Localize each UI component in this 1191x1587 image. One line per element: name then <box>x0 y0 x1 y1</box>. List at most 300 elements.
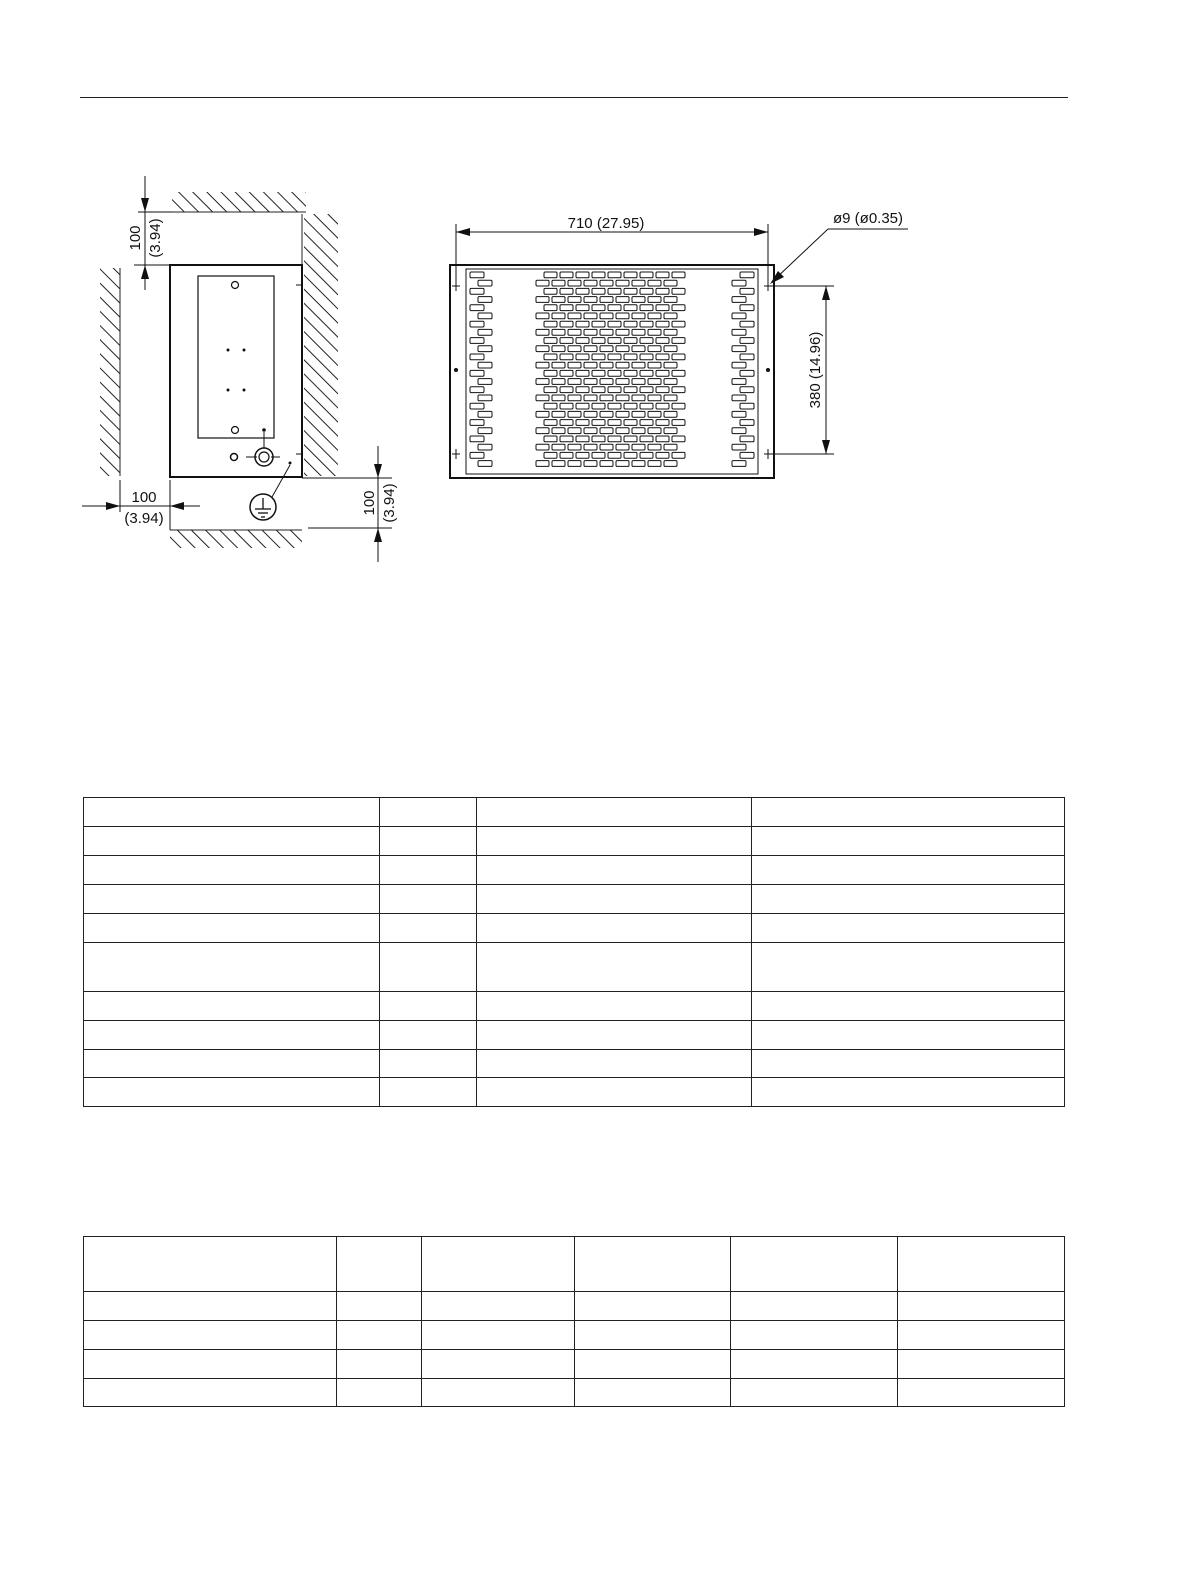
vent-slot <box>672 321 685 327</box>
vent-slot <box>608 305 621 311</box>
vent-slot <box>640 403 653 409</box>
vent-slot <box>576 403 589 409</box>
vent-slot <box>584 461 597 467</box>
vent-slot <box>470 403 484 409</box>
vent-slot <box>478 395 492 401</box>
vent-slot <box>632 362 645 368</box>
vent-slot <box>732 395 746 401</box>
vent-slot <box>478 428 492 434</box>
vent-slot <box>470 436 484 442</box>
vent-slot <box>552 346 565 352</box>
vent-slot <box>648 428 661 434</box>
bottom-clearance-inch: (3.94) <box>381 483 398 523</box>
vent-slot <box>536 379 549 385</box>
vent-slot <box>584 280 597 286</box>
vent-slot <box>478 313 492 319</box>
vent-slot <box>568 428 581 434</box>
vent-slot <box>560 305 573 311</box>
vent-slot <box>576 288 589 294</box>
vent-slot <box>740 370 754 376</box>
vent-slot <box>560 420 573 426</box>
vent-slot <box>640 452 653 458</box>
vent-slot <box>656 420 669 426</box>
vent-slot <box>648 461 661 467</box>
vent-slot <box>576 420 589 426</box>
table-row <box>84 1237 1065 1292</box>
vent-slot <box>592 321 605 327</box>
vent-slot <box>560 272 573 278</box>
vent-slot <box>584 346 597 352</box>
vent-slot <box>648 395 661 401</box>
vent-slot <box>478 362 492 368</box>
vent-slot <box>632 379 645 385</box>
vent-slot <box>568 329 581 335</box>
vent-slot <box>656 338 669 344</box>
table-row <box>84 914 1065 943</box>
wall-left-hatch <box>100 268 120 476</box>
left-clearance-mm: 100 <box>131 489 157 506</box>
table-row <box>84 827 1065 856</box>
vent-slot <box>584 411 597 417</box>
vent-slot <box>478 444 492 450</box>
vent-slot <box>616 428 629 434</box>
vent-slot <box>740 436 754 442</box>
vent-slot <box>740 321 754 327</box>
vent-slot <box>536 329 549 335</box>
vent-slot <box>470 420 484 426</box>
vent-slot <box>624 436 637 442</box>
vent-slot <box>600 428 613 434</box>
vent-slot <box>478 379 492 385</box>
vent-slot <box>624 452 637 458</box>
vent-slot <box>624 305 637 311</box>
vent-slot <box>664 313 677 319</box>
vent-slot <box>608 354 621 360</box>
vent-slot <box>672 436 685 442</box>
vent-slot <box>536 297 549 303</box>
table-row <box>84 798 1065 827</box>
vent-slot <box>576 387 589 393</box>
table-row <box>84 1292 1065 1321</box>
vent-slot <box>536 444 549 450</box>
mounting-hole <box>766 368 770 372</box>
vent-slot <box>536 428 549 434</box>
vent-slot <box>616 362 629 368</box>
vent-slot <box>584 329 597 335</box>
vent-slot <box>608 387 621 393</box>
vent-slot <box>664 395 677 401</box>
vent-slot <box>544 452 557 458</box>
vent-slot <box>608 338 621 344</box>
vent-slot <box>672 338 685 344</box>
vent-slot <box>576 354 589 360</box>
vent-slot <box>732 313 746 319</box>
vent-slot <box>656 305 669 311</box>
vent-slot <box>552 280 565 286</box>
vent-slot <box>648 313 661 319</box>
vent-slot <box>536 362 549 368</box>
vent-slot <box>592 403 605 409</box>
vent-slot <box>560 338 573 344</box>
vent-slot <box>648 280 661 286</box>
vent-slot <box>592 272 605 278</box>
vent-slot <box>664 428 677 434</box>
vent-slot <box>470 305 484 311</box>
vent-slot <box>656 436 669 442</box>
vent-slot <box>608 452 621 458</box>
vent-slot <box>600 280 613 286</box>
vent-slot <box>672 370 685 376</box>
vent-slot <box>616 444 629 450</box>
vent-slot <box>584 395 597 401</box>
vent-slot <box>616 411 629 417</box>
vent-slot <box>740 354 754 360</box>
table-row <box>84 1078 1065 1107</box>
vent-slot <box>592 452 605 458</box>
vent-slot <box>664 362 677 368</box>
vent-slot <box>552 395 565 401</box>
vent-slot <box>560 370 573 376</box>
vent-slot <box>470 321 484 327</box>
vent-slot <box>632 313 645 319</box>
vent-slot <box>648 379 661 385</box>
top-clearance-mm: 100 <box>127 225 144 251</box>
vent-slot <box>624 321 637 327</box>
vent-slot <box>600 313 613 319</box>
wall-top-hatch <box>172 192 306 212</box>
table-row <box>84 1050 1065 1078</box>
vent-slot <box>608 403 621 409</box>
vent-slot <box>656 370 669 376</box>
vent-slot <box>624 354 637 360</box>
vent-slot <box>568 362 581 368</box>
vent-slot <box>568 346 581 352</box>
vent-slot <box>560 403 573 409</box>
vent-slot <box>592 436 605 442</box>
vent-slot <box>732 379 746 385</box>
vent-slot <box>536 280 549 286</box>
vent-slot <box>544 354 557 360</box>
vent-slot <box>632 329 645 335</box>
vent-slot <box>632 346 645 352</box>
vent-slot <box>568 461 581 467</box>
vent-slot <box>664 461 677 467</box>
hole-dimension: ø9 (ø0.35) <box>832 210 904 227</box>
vent-slot <box>656 387 669 393</box>
vent-slot <box>576 321 589 327</box>
vent-slot <box>544 436 557 442</box>
vent-slot <box>600 444 613 450</box>
vent-slot <box>624 420 637 426</box>
vent-slot <box>732 461 746 467</box>
table-row <box>84 1379 1065 1407</box>
vent-slot <box>664 329 677 335</box>
vent-slot <box>624 387 637 393</box>
vent-slot <box>544 272 557 278</box>
vent-slot <box>632 461 645 467</box>
vent-slot <box>576 338 589 344</box>
vent-slot <box>672 288 685 294</box>
vent-slot <box>544 321 557 327</box>
vent-slot <box>632 297 645 303</box>
vent-slot <box>664 379 677 385</box>
vent-slot <box>592 338 605 344</box>
vent-slot <box>732 411 746 417</box>
vent-slot <box>470 370 484 376</box>
vent-slot <box>656 354 669 360</box>
vent-slot <box>640 272 653 278</box>
vent-slot <box>624 370 637 376</box>
vent-slot <box>672 354 685 360</box>
vent-slot <box>576 436 589 442</box>
vent-slot <box>632 395 645 401</box>
vent-slot <box>624 272 637 278</box>
vent-slot <box>584 379 597 385</box>
left-mounting-view <box>82 176 398 562</box>
table-1 <box>83 797 1065 1107</box>
vent-slot <box>478 411 492 417</box>
vent-slot <box>584 444 597 450</box>
vent-slot <box>600 379 613 385</box>
vent-slot <box>640 387 653 393</box>
vent-slot <box>656 288 669 294</box>
vent-slot <box>672 305 685 311</box>
vent-slot <box>544 420 557 426</box>
vent-slot <box>470 288 484 294</box>
vent-slot <box>648 411 661 417</box>
right-panel-view <box>450 210 908 478</box>
vent-slot <box>584 362 597 368</box>
vent-slot <box>536 461 549 467</box>
vent-slot <box>592 420 605 426</box>
vent-slot <box>656 321 669 327</box>
vent-slot <box>576 272 589 278</box>
vent-slot <box>740 272 754 278</box>
vent-slot <box>732 346 746 352</box>
vent-slot <box>624 338 637 344</box>
height-dimension: 380 (14.96) <box>807 331 824 409</box>
vent-slot <box>576 305 589 311</box>
table-row <box>84 856 1065 885</box>
vent-slot <box>616 346 629 352</box>
vent-slot <box>616 313 629 319</box>
vent-slot <box>478 297 492 303</box>
table-2 <box>83 1236 1065 1407</box>
vent-slot <box>740 288 754 294</box>
vent-slot <box>648 346 661 352</box>
vent-slot <box>568 313 581 319</box>
vent-slot <box>656 452 669 458</box>
vent-slot <box>568 297 581 303</box>
vent-slot <box>592 387 605 393</box>
vent-slot <box>740 305 754 311</box>
vent-slot <box>608 321 621 327</box>
vent-slot <box>616 395 629 401</box>
vent-slot <box>536 346 549 352</box>
table-row <box>84 1321 1065 1350</box>
vent-slot <box>732 444 746 450</box>
vent-slot <box>552 428 565 434</box>
vent-slot <box>672 420 685 426</box>
vent-slot <box>732 329 746 335</box>
vent-slot <box>640 420 653 426</box>
vent-slot <box>640 354 653 360</box>
vent-slot <box>656 272 669 278</box>
vent-slot <box>592 354 605 360</box>
vent-slot <box>656 403 669 409</box>
vent-slot <box>740 403 754 409</box>
vent-slot <box>664 346 677 352</box>
width-dimension: 710 (27.95) <box>567 215 645 232</box>
vent-slot <box>608 370 621 376</box>
vent-slot <box>576 370 589 376</box>
vent-slot <box>552 461 565 467</box>
vent-slot <box>648 329 661 335</box>
table-row <box>84 1021 1065 1050</box>
vent-slot <box>664 280 677 286</box>
vent-slot <box>568 411 581 417</box>
vent-slot <box>616 379 629 385</box>
vent-slot <box>600 395 613 401</box>
vent-slot <box>560 288 573 294</box>
vent-slot <box>672 387 685 393</box>
vent-slot <box>600 411 613 417</box>
vent-slot <box>478 280 492 286</box>
vent-slot <box>648 362 661 368</box>
vent-slot <box>664 444 677 450</box>
vent-slot <box>568 379 581 385</box>
vent-slot <box>732 362 746 368</box>
vent-slot <box>640 305 653 311</box>
vent-slot <box>672 272 685 278</box>
table-row <box>84 943 1065 992</box>
vent-slot <box>616 280 629 286</box>
vent-slot <box>552 297 565 303</box>
table-row <box>84 885 1065 914</box>
vent-slot <box>544 305 557 311</box>
vent-slot <box>584 428 597 434</box>
vent-slot <box>544 288 557 294</box>
vent-slot <box>600 362 613 368</box>
vent-slot <box>478 329 492 335</box>
vent-slot <box>740 387 754 393</box>
wall-right-hatch <box>304 214 338 476</box>
vent-slot <box>552 379 565 385</box>
vent-slot <box>552 329 565 335</box>
vent-slot <box>600 461 613 467</box>
vent-slot <box>544 338 557 344</box>
vent-slot <box>740 338 754 344</box>
vent-slot <box>560 436 573 442</box>
vent-slot <box>560 387 573 393</box>
vent-slot <box>600 297 613 303</box>
vent-slot <box>616 329 629 335</box>
vent-slot <box>640 370 653 376</box>
mounting-hole <box>454 368 458 372</box>
vent-slot <box>536 411 549 417</box>
vent-slot <box>672 403 685 409</box>
vent-slot <box>732 428 746 434</box>
vent-slot <box>470 452 484 458</box>
top-clearance-inch: (3.94) <box>147 218 164 258</box>
vent-slot <box>536 313 549 319</box>
wall-bottom-hatch <box>170 530 302 548</box>
vent-slot <box>616 297 629 303</box>
vent-slot <box>544 370 557 376</box>
vent-slot <box>640 288 653 294</box>
vent-slot <box>608 288 621 294</box>
vent-slot <box>732 280 746 286</box>
vent-slot <box>592 288 605 294</box>
vent-slot <box>608 436 621 442</box>
technical-drawing <box>0 0 1191 600</box>
vent-slot <box>560 321 573 327</box>
vent-slot <box>600 329 613 335</box>
vent-slot <box>648 444 661 450</box>
vent-slot <box>576 452 589 458</box>
vent-slot <box>470 338 484 344</box>
vent-slot <box>632 444 645 450</box>
bottom-clearance-mm: 100 <box>361 490 378 516</box>
vent-slot <box>632 411 645 417</box>
vent-slot <box>536 395 549 401</box>
vent-slot <box>568 444 581 450</box>
vent-slot <box>624 403 637 409</box>
vent-slot <box>592 370 605 376</box>
vent-slot <box>672 452 685 458</box>
vent-slot <box>552 411 565 417</box>
vent-slot <box>568 280 581 286</box>
table-row <box>84 992 1065 1021</box>
vent-slot <box>608 272 621 278</box>
vent-slot <box>740 452 754 458</box>
vent-slot <box>732 297 746 303</box>
vent-slot <box>478 461 492 467</box>
vent-slot <box>584 297 597 303</box>
vent-slot <box>664 411 677 417</box>
left-clearance-inch: (3.94) <box>124 510 164 527</box>
vent-slot <box>608 420 621 426</box>
vent-slot <box>648 297 661 303</box>
enclosure-body <box>170 265 302 477</box>
vent-slot <box>584 313 597 319</box>
vent-slot <box>470 354 484 360</box>
vent-slot <box>470 272 484 278</box>
vent-slot <box>640 338 653 344</box>
vent-slot <box>568 395 581 401</box>
table-row <box>84 1350 1065 1379</box>
vent-slot <box>640 436 653 442</box>
vent-slot <box>592 305 605 311</box>
vent-slot <box>600 346 613 352</box>
vent-slot <box>632 280 645 286</box>
vent-slot <box>664 297 677 303</box>
vent-slot <box>470 387 484 393</box>
vent-slot <box>560 452 573 458</box>
vent-slot <box>624 288 637 294</box>
vent-slot <box>552 444 565 450</box>
vent-slot <box>544 403 557 409</box>
vent-slot <box>616 461 629 467</box>
vent-slot <box>552 362 565 368</box>
vent-slot <box>740 420 754 426</box>
vent-slot <box>552 313 565 319</box>
vent-slot <box>544 387 557 393</box>
vent-slot <box>632 428 645 434</box>
vent-slot <box>560 354 573 360</box>
vent-slot <box>478 346 492 352</box>
vent-slot <box>640 321 653 327</box>
